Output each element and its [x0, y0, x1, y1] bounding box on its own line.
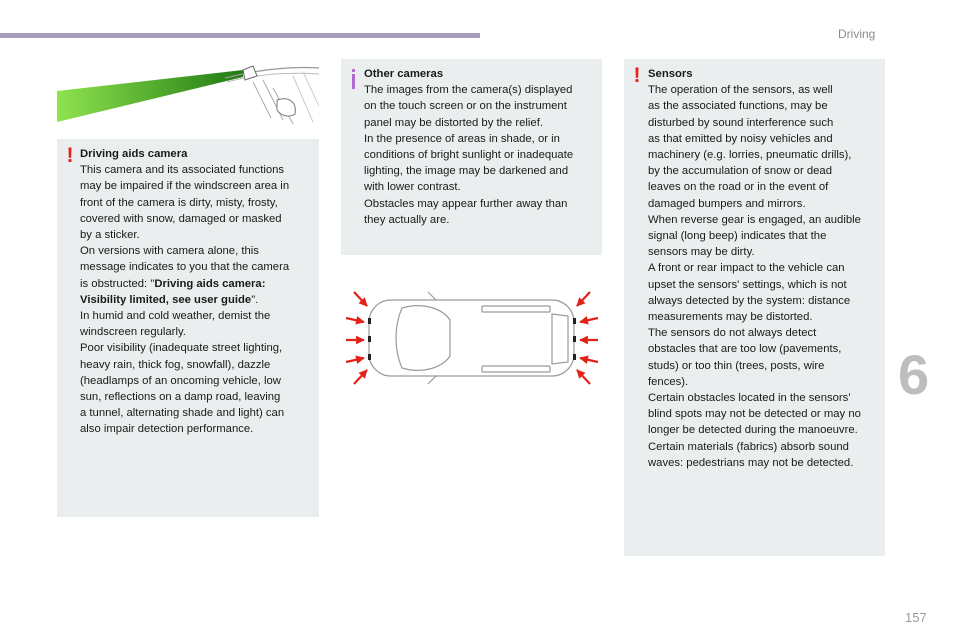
- warning-icon: !: [66, 144, 74, 167]
- other-cameras-text: [364, 66, 600, 228]
- car-sensors-diagram: [342, 280, 602, 396]
- section-title: Driving: [838, 27, 876, 41]
- chapter-number: 6: [898, 343, 930, 406]
- driving-aids-body-1: This camera and its associated functions may be impaired if the windscreen area in front of the camera is dirty, misty, frosty, covered with snow, damaged or masked by a sticker. On versions with camera alone, this message indicates to you that the camera is obstructed: ": [80, 164, 290, 290]
- other-cameras-title: Other cameras: [364, 68, 444, 80]
- camera-beam: [57, 70, 243, 122]
- warning-icon: !: [633, 64, 641, 87]
- sensors-title: Sensors: [648, 68, 693, 80]
- sensors-text: [648, 66, 884, 471]
- info-icon: [350, 69, 356, 89]
- driving-aids-title: Driving aids camera: [80, 148, 188, 160]
- camera-beam-illustration: [57, 58, 319, 130]
- other-cameras-body: The images from the camera(s) displayed on the touch screen or on the instrument panel may be distorted by the relief. In the presence of areas in shade, or in conditions of bright sunlight or inadequate lighting, the image may be darkened and with lower contrast. Obstacles may appear further away than they actually are.: [364, 84, 574, 226]
- driving-aids-body-2: ". In humid and cold weather, demist the windscreen regularly. Poor visibility (inadequate street lighting, heavy rain, thick fog, snowfall), dazzle (headlamps of an oncoming vehicle, low sun, reflections on a damp road, leaving a tunnel, alternating shade and light) can also impair detection performance.: [80, 293, 285, 436]
- page-number: 157: [905, 610, 927, 625]
- driving-aids-message: Driving aids camera: Visibility limited, see user guide: [80, 277, 266, 306]
- driving-aids-camera-text: [80, 146, 316, 438]
- header-accent-bar: [0, 33, 480, 38]
- car-outline: [369, 292, 574, 384]
- sensors-body: The operation of the sensors, as well as the associated functions, may be disturbed by sound interference such as that emitted by noisy vehicles and machinery (e.g. lorries, pneumatic drills), by the accumulation of snow or dead leaves on the road or in the event of damaged bumpers and mirrors. When reverse gear is engaged, an audible signal (long beep) indicates that the sensors may be dirty. A front or rear impact to the vehicle can upset the sensors' settings, which is not always detected by the system: distance measurements may be distorted. The sensors do not always detect obstacles that are too low (pavements, studs) or too thin (trees, posts, wire fences). Certain obstacles located in the sensors' blind spots may not be detected or may no longer be detected during the manoeuvre. Certain materials (fabrics) absorb sound waves: pedestrians may not be detected.: [648, 84, 861, 469]
